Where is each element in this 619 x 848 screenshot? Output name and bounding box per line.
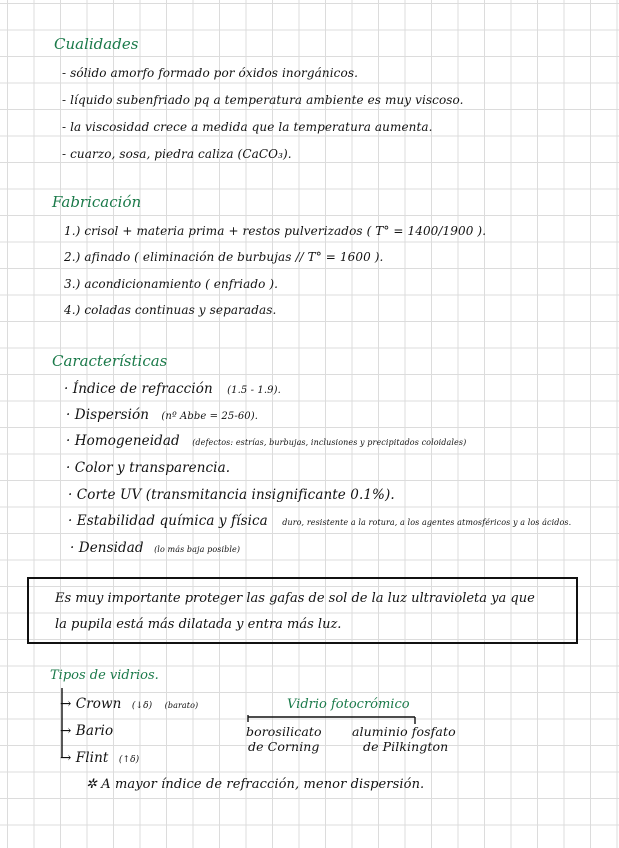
- list-item: · Color y transparencia.: [66, 460, 231, 476]
- list-item: [60, 696, 198, 712]
- item-detail: (defectos: estrías, burbujas, inclusiones y precipitados coloidales): [192, 438, 467, 447]
- fotocromico-right-line: de Pilkington: [363, 739, 449, 754]
- list-item: 4.) coladas continuas y separadas.: [64, 303, 277, 317]
- section-title-tipos: Tipos de vidrios.: [50, 668, 159, 683]
- fotocromico-title: Vidrio fotocrómico: [287, 697, 410, 712]
- item-label: → Crown: [60, 696, 122, 712]
- item-detail: (nº Abbe = 25-60).: [161, 411, 259, 422]
- item-label: · Estabilidad química y física: [68, 513, 268, 529]
- item-detail: (lo más baja posible): [154, 545, 241, 554]
- list-item: → Bario: [60, 723, 114, 739]
- fotocromico-right-line: aluminio fosfato: [352, 724, 456, 739]
- list-item: 3.) acondicionamiento ( enfriado ).: [64, 277, 279, 291]
- list-item: - sólido amorfo formado por óxidos inorgánicos.: [62, 66, 358, 80]
- item-label: · Dispersión: [66, 407, 150, 423]
- note-line: Es muy importante proteger las gafas de sol de la luz ultravioleta ya que: [55, 591, 535, 606]
- item-extra: (barato): [164, 701, 199, 710]
- item-label: · Homogeneidad: [66, 433, 180, 449]
- item-detail: (↑δ): [118, 755, 140, 765]
- section-title-fabricacion: Fabricación: [52, 193, 142, 211]
- item-label: → Flint: [60, 750, 109, 766]
- item-label: · Densidad: [70, 540, 144, 556]
- list-item: [60, 750, 139, 766]
- list-item: 2.) afinado ( eliminación de burbujas // T° = 1600 ).: [64, 250, 384, 264]
- list-item: - líquido subenfriado pq a temperatura ambiente es muy viscoso.: [62, 93, 464, 107]
- item-detail: (↓δ): [131, 701, 153, 711]
- section-title-cualidades: Cualidades: [54, 35, 139, 53]
- fotocromico-left-line: de Corning: [248, 739, 320, 754]
- note-line: la pupila está más dilatada y entra más luz.: [55, 617, 342, 632]
- list-item: - la viscosidad crece a medida que la temperatura aumenta.: [62, 120, 433, 134]
- fotocromico-left-line: borosilicato: [246, 724, 322, 739]
- list-item: - cuarzo, sosa, piedra caliza (CaCO₃).: [62, 147, 292, 161]
- list-item: · Corte UV (transmitancia insignificante 0.1%).: [68, 487, 395, 503]
- footnote: ✲ A mayor índice de refracción, menor dispersión.: [86, 777, 425, 792]
- item-label: · Índice de refracción: [64, 381, 213, 397]
- item-detail: duro, resistente a la rotura, a los agentes atmosféricos y a los ácidos.: [282, 518, 572, 527]
- list-item: 1.) crisol + materia prima + restos pulverizados ( T° = 1400/1900 ).: [64, 224, 487, 238]
- item-detail: (1.5 - 1.9).: [227, 385, 281, 396]
- section-title-caracteristicas: Características: [52, 352, 168, 370]
